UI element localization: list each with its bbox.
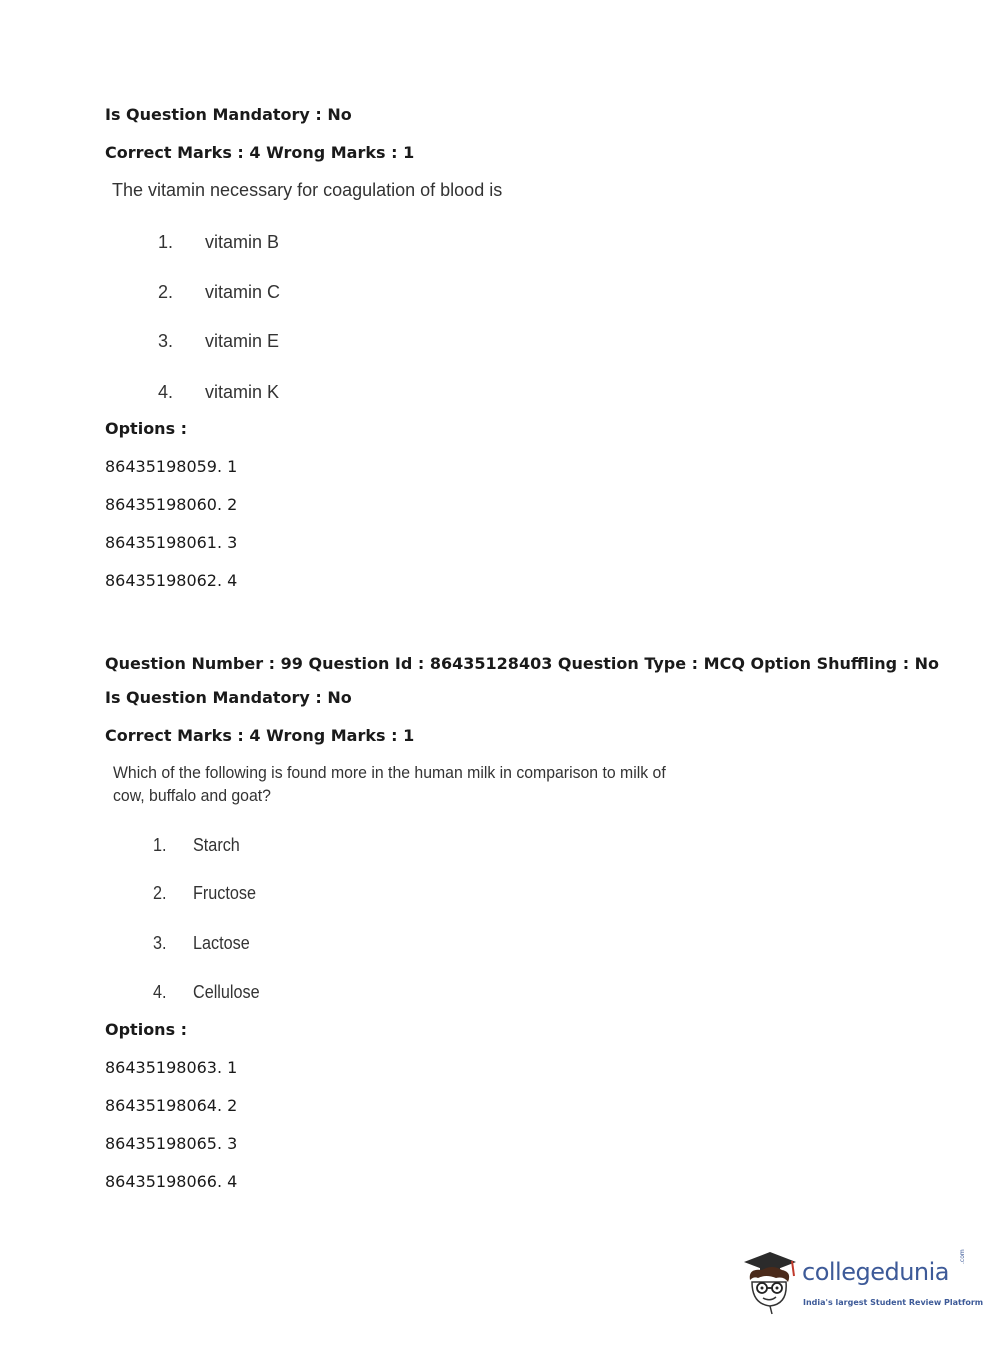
student-mascot-icon [740, 1246, 804, 1318]
q99-options-label: Options : [105, 1020, 188, 1039]
q99-header: Question Number : 99 Question Id : 86435128403 Question Type : MCQ Option Shuffling : No [105, 654, 940, 673]
q98-question-text: The vitamin necessary for coagulation of blood is [112, 180, 503, 200]
q98-choice-4-text: vitamin K [205, 382, 280, 402]
q99-mandatory: Is Question Mandatory : No [105, 688, 352, 707]
logo-wordmark: collegedunia [802, 1258, 950, 1286]
logo-domain: .com [959, 1249, 966, 1264]
q99-choice-2-text: Fructose [193, 883, 257, 903]
q99-marks: Correct Marks : 4 Wrong Marks : 1 [105, 726, 415, 745]
q98-choice-3-text: vitamin E [205, 331, 280, 351]
q99-question-line-2: cow, buffalo and goat? [113, 786, 271, 805]
q99-option-id-1: 86435198063. 1 [105, 1058, 238, 1077]
q99-question-line-1: Which of the following is found more in the human milk in comparison to milk of [113, 763, 666, 782]
q99-question-text [113, 761, 666, 807]
q99-choice-1-text: Starch [193, 835, 240, 855]
q98-choice-1-text: vitamin B [205, 232, 280, 252]
q99-choice-3-text: Lactose [193, 933, 250, 953]
logo-tagline: India's largest Student Review Platform [803, 1298, 984, 1307]
q98-option-id-2: 86435198060. 2 [105, 495, 238, 514]
q99-option-id-2: 86435198064. 2 [105, 1096, 238, 1115]
q98-option-id-4: 86435198062. 4 [105, 571, 238, 590]
q98-choice-2-number: 2. [158, 282, 174, 302]
collegedunia-logo [740, 1246, 984, 1318]
q99-option-id-4: 86435198066. 4 [105, 1172, 238, 1191]
q99-option-id-3: 86435198065. 3 [105, 1134, 238, 1153]
q98-choice-2-text: vitamin C [205, 282, 281, 302]
q99-choice-1-number: 1. [153, 835, 167, 855]
q98-mandatory: Is Question Mandatory : No [105, 105, 352, 124]
q99-choice-2-number: 2. [153, 883, 167, 903]
q98-option-id-1: 86435198059. 1 [105, 457, 238, 476]
q98-options-label: Options : [105, 419, 188, 438]
q98-marks: Correct Marks : 4 Wrong Marks : 1 [105, 143, 415, 162]
q98-choice-4-number: 4. [158, 382, 174, 402]
q99-choice-4-number: 4. [153, 982, 167, 1002]
q98-choice-1-number: 1. [158, 232, 174, 252]
q99-choice-3-number: 3. [153, 933, 167, 953]
q98-choice-3-number: 3. [158, 331, 174, 351]
q98-option-id-3: 86435198061. 3 [105, 533, 238, 552]
q99-choice-4-text: Cellulose [193, 982, 260, 1002]
